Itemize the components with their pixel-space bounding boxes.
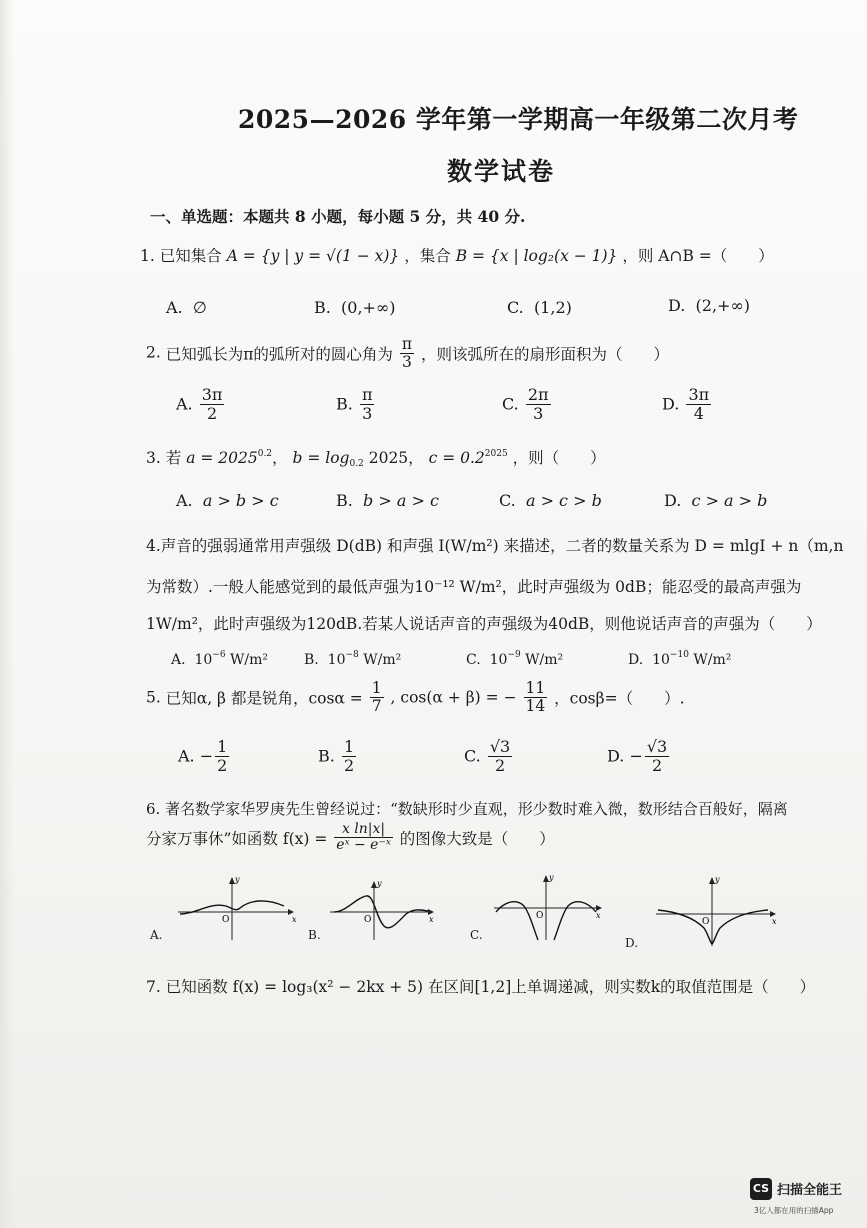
- q3-option-a: A. a > b > c: [176, 491, 279, 510]
- q1-option-b: B. (0,+∞): [314, 298, 396, 317]
- q6-graph-c: [492, 872, 604, 944]
- function-fraction: $\frac{\text{x ln|x|}}{\text{eˣ − e⁻ˣ}}$: [336, 821, 391, 854]
- q4-option-d: D. $10^{-10}$ W/m²: [628, 650, 732, 668]
- question-text: ，cosβ=（ ）.: [554, 689, 685, 708]
- section-heading: 一、单选题：本题共 8 小题，每小题 5 分，共 40 分.: [150, 207, 526, 226]
- question-6-line-2: 分家万事休”如函数 f(x) = $\frac{\text{x ln|x|}}{\text{eˣ − e⁻ˣ}}$ 的图像大致是（ ）: [146, 821, 555, 854]
- q6-option-c-label: C.: [470, 928, 483, 942]
- question-3: 3. 若 $a = 2025^{0.2}$， $b = \log_{0.2} 2025$， $c = 0.2^{2025}$ ，则（ ）: [146, 449, 606, 469]
- svg-text:x: x: [772, 917, 777, 926]
- q5-option-d: D. − $\frac{√3}{2}$: [607, 737, 668, 775]
- svg-text:y: y: [549, 873, 554, 882]
- question-text: 已知弧长为π的弧所对的圆心角为: [165, 345, 393, 364]
- question-text: ，则（ ）: [512, 449, 606, 467]
- q5-option-c: C. $\frac{√3}{2}$: [464, 737, 511, 775]
- q3-option-b: B. b > a > c: [336, 491, 439, 510]
- question-5: [146, 680, 685, 715]
- question-number: 6.: [146, 800, 161, 818]
- camscanner-logo-icon: CS: [750, 1178, 772, 1200]
- q6-graph-b: [328, 878, 438, 944]
- question-text: 已知集合: [159, 247, 222, 265]
- svg-text:O: O: [222, 915, 230, 925]
- b-definition: $b = \log_{0.2} 2025$: [292, 449, 409, 469]
- question-4-line-3: 1W/m²，此时声强级为120dB.若某人说话声音的声强级为40dB，则他说话声音的声强为（ ）: [146, 615, 822, 633]
- exam-subtitle: 数学试卷: [447, 157, 556, 186]
- q2-option-b: B. $\frac{\pi}{3}$: [336, 385, 373, 423]
- q3-option-d: D. c > a > b: [664, 491, 768, 510]
- svg-text:x: x: [596, 911, 601, 920]
- svg-text:O: O: [702, 917, 710, 927]
- svg-text:y: y: [715, 875, 720, 884]
- a-definition: $a = 2025^{0.2}$: [186, 449, 273, 467]
- function-curve: [658, 910, 768, 944]
- q4-option-a: A. $10^{-6}$ W/m²: [171, 650, 269, 668]
- cos-alpha-fraction: $\frac{1}{7}$: [371, 679, 382, 716]
- q1-option-c: C. (1,2): [507, 298, 572, 317]
- q6-option-b-label: B.: [308, 928, 321, 942]
- q2-option-c: C. $\frac{2\pi}{3}$: [502, 385, 549, 423]
- q5-option-a: A. − $\frac{1}{2}$: [178, 737, 228, 775]
- question-number: 4.: [146, 537, 161, 555]
- question-6-line-1: 6. 著名数学家华罗庚先生曾经说过：“数缺形时少直观，形少数时难入微，数形结合百般好，隔离: [146, 800, 788, 818]
- set-b-expression: B = {x | log₂(x − 1)}: [455, 247, 618, 265]
- svg-text:y: y: [235, 875, 240, 884]
- q6-option-a-label: A.: [150, 928, 163, 942]
- svg-text:x: x: [292, 915, 297, 924]
- function-curve-right: [554, 902, 596, 940]
- question-text: ，则 A∩B =（ ）: [622, 247, 774, 265]
- q2-option-a: A. $\frac{3\pi}{2}$: [176, 385, 223, 423]
- q2-option-d: D. $\frac{3\pi}{4}$: [662, 385, 710, 423]
- q6-graph-a: [176, 874, 296, 944]
- q3-option-c: C. a > c > b: [499, 491, 602, 510]
- question-7: 7. 已知函数 f(x) = log₃(x² − 2kx + 5) 在区间[1,2]上单调递减，则实数k的取值范围是（ ）: [146, 978, 816, 996]
- q1-option-d: D. (2,+∞): [668, 296, 750, 315]
- q4-option-c: C. $10^{-9}$ W/m²: [466, 650, 564, 668]
- camscanner-name: 扫描全能王: [777, 1183, 843, 1198]
- svg-text:O: O: [364, 915, 372, 925]
- function-curve-left: [496, 902, 538, 940]
- question-text: ，则该弧所在的扇形面积为（ ）: [421, 345, 670, 364]
- question-4-line-2: 为常数）.一般人能感觉到的最低声强为10⁻¹² W/m²，此时声强级为 0dB；能忍受的最高声强为: [146, 578, 802, 596]
- question-4-line-1: 4.声音的强弱通常用声强级 D(dB) 和声强 I(W/m²) 来描述，二者的数量关系为 D = mlgI + n（m,n: [146, 537, 844, 555]
- scanner-watermark: [750, 1176, 858, 1220]
- cos-sum-fraction: $\frac{11}{14}$: [525, 679, 546, 716]
- question-number: 5.: [146, 688, 161, 707]
- question-text: ，集合: [404, 247, 451, 265]
- question-text: 若: [165, 449, 182, 467]
- question-number: 1.: [140, 247, 155, 265]
- set-a-expression: A = {y | y = √(1 − x)}: [226, 247, 400, 265]
- question-text: , cos(α + β) = −: [390, 688, 517, 707]
- svg-text:O: O: [536, 911, 544, 921]
- camscanner-tagline: 3亿人都在用的扫描App: [754, 1206, 834, 1215]
- question-1: [140, 244, 774, 266]
- paper-edge-shadow: [0, 0, 14, 1228]
- question-number: 7.: [146, 978, 161, 996]
- q4-option-b: B. $10^{-8}$ W/m²: [304, 650, 402, 668]
- svg-text:y: y: [377, 879, 382, 888]
- question-number: 3.: [146, 449, 161, 467]
- q1-option-a: A. ∅: [166, 298, 207, 317]
- svg-text:x: x: [429, 915, 434, 924]
- angle-fraction: $\frac{\pi}{3}$: [401, 335, 413, 372]
- question-number: 2.: [146, 343, 161, 362]
- question-2: [146, 336, 669, 371]
- q6-graph-d: [654, 874, 779, 948]
- c-definition: $c = 0.2^{2025}$: [428, 449, 508, 467]
- q6-option-d-label: D.: [625, 936, 639, 950]
- q5-option-b: B. $\frac{1}{2}$: [318, 737, 355, 775]
- exam-title: 2025—2026 学年第一学期高一年级第二次月考: [238, 105, 799, 134]
- question-text: 已知α, β 都是锐角，cosα =: [165, 689, 363, 708]
